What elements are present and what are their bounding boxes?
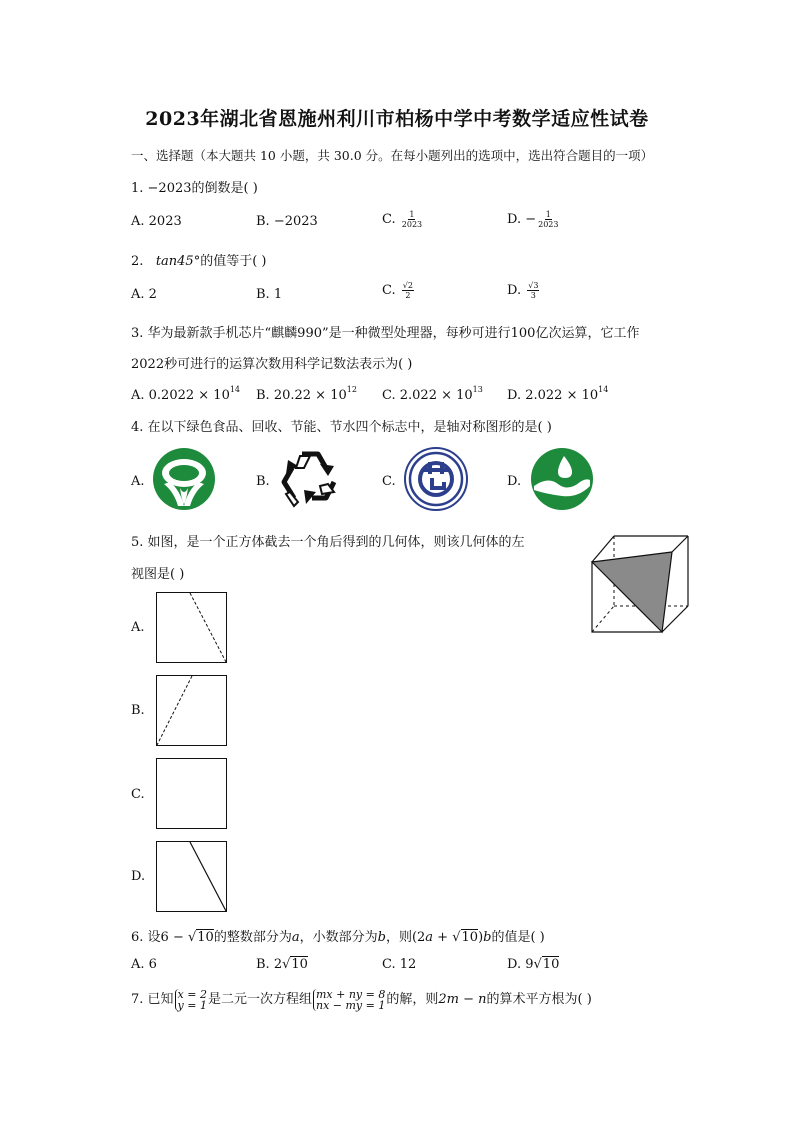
recycle-logo-icon <box>276 446 344 512</box>
section-heading: 一、选择题（本大题共 10 小题，共 30.0 分。在每小题列出的选项中，选出符合题目的一项） <box>131 148 654 163</box>
q4-option-b: B. <box>256 474 270 489</box>
q4-option-c: C. <box>382 474 396 489</box>
q5-option-a: A. <box>131 620 145 635</box>
q3-option-d: D. $2.022 \times 10^{14}$ <box>507 385 609 403</box>
q5-option-c: C. <box>131 787 145 802</box>
q2-option-b: B. 1 <box>256 287 283 302</box>
question-1: 1. −2023的倒数是( ) <box>131 181 258 196</box>
q5-option-c-figure <box>156 758 227 829</box>
q3-option-a: A. $0.2022 \times 10^{14}$ <box>131 385 241 403</box>
q5-option-a-line <box>156 592 227 663</box>
q2-option-c: C. $\frac{√2}{2}$ <box>382 281 413 300</box>
q6-option-b: B. 2√10 <box>256 957 308 972</box>
question-5-line-1: 5. 如图，是一个正方体截去一个角后得到的几何体，则该几何体的左 <box>131 535 525 550</box>
q5-option-b: B. <box>131 703 145 718</box>
q5-option-d-line <box>156 841 227 912</box>
question-3-line-1: 3. 华为最新款手机芯片“麒麟990”是一种微型处理器，每秒可进行100亿次运算，它工作 <box>131 326 640 341</box>
question-3-line-2: 2022秒可进行的运算次数用科学记数法表示为( ) <box>131 357 413 372</box>
cut-cube-figure <box>588 532 692 636</box>
q3-option-c: C. $2.022 \times 10^{13}$ <box>382 385 483 403</box>
question-7: 7. 已知 x = 2 y = 1 是二元一次方程组 mx + ny = 8 nx − my = 1 的解，则2m − n的算术平方根为( ) <box>131 987 592 1012</box>
question-5-line-2: 视图是( ) <box>131 567 185 582</box>
q6-option-c: C. 12 <box>382 957 417 972</box>
q4-option-a: A. <box>131 474 145 489</box>
q1-option-c: C. $\frac{1}{2023}$ <box>382 210 423 229</box>
question-4: 4. 在以下绿色食品、回收、节能、节水四个标志中，是轴对称图形的是( ) <box>131 420 552 435</box>
q6-option-a: A. 6 <box>131 957 157 972</box>
q2-option-d: D. $\frac{√3}{3}$ <box>507 281 539 300</box>
q1-option-d: D. − $\frac{1}{2023}$ <box>507 210 559 229</box>
q3-option-b: B. $20.22 \times 10^{12}$ <box>256 385 357 403</box>
question-6: 6. 设6 − √10的整数部分为a，小数部分为b，则(2a + √10)b的值是( ) <box>131 930 545 945</box>
page-title: 2023年湖北省恩施州利川市柏杨中学中考数学适应性试卷 <box>145 108 649 130</box>
energy-saving-logo-icon <box>402 446 470 512</box>
q5-option-d: D. <box>131 869 146 884</box>
q5-option-b-line <box>156 675 227 746</box>
question-2: 2. tan45°的值等于( ) <box>131 254 267 269</box>
q4-option-d: D. <box>507 474 522 489</box>
q2-option-a: A. 2 <box>131 287 157 302</box>
q6-option-d: D. 9√10 <box>507 957 560 972</box>
green-food-logo-icon <box>150 446 218 512</box>
water-saving-logo-icon <box>528 446 596 512</box>
q1-option-a: A. 2023 <box>131 214 182 229</box>
q1-option-b: B. −2023 <box>256 214 318 229</box>
